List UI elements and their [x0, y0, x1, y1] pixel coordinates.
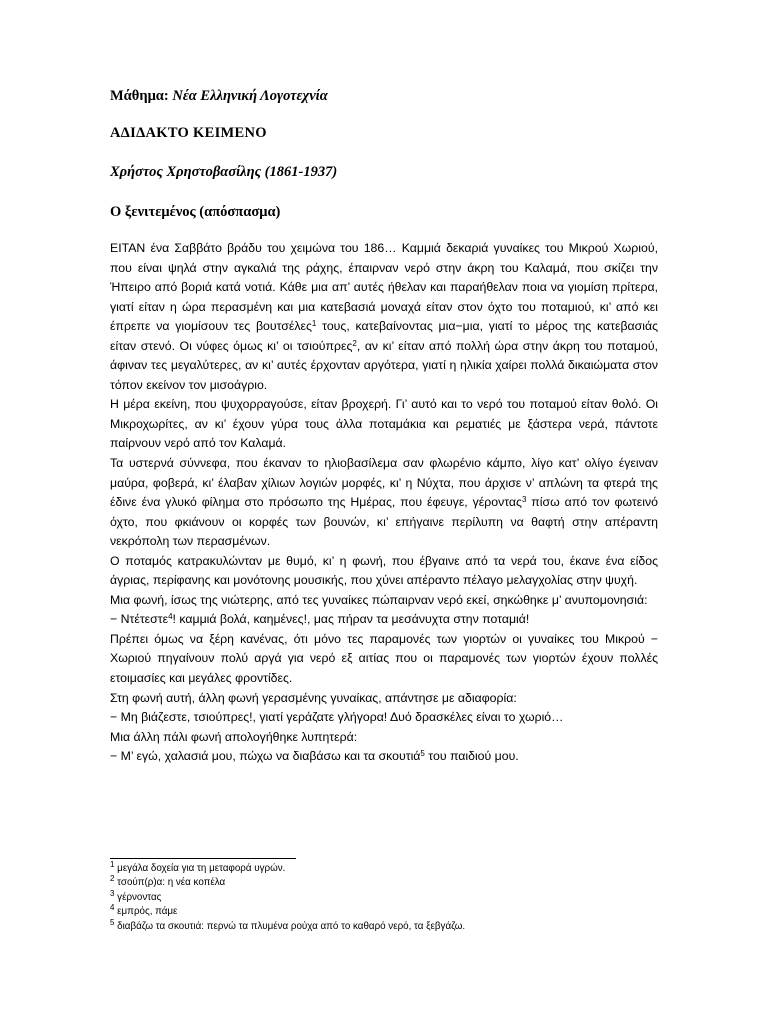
footnote-ref: 3 — [521, 495, 527, 505]
footnote-ref: 2 — [352, 338, 357, 348]
footnote-ref: 1 — [311, 319, 317, 329]
footnote-text: εμπρός, πάμε — [114, 906, 178, 918]
dialogue-line: − Μη βιάζεστε, τσιούπρες!, γιατί γεράζατε γλήγορα! Δυό δρασκέλες είναι το χωριό… — [110, 710, 564, 725]
footnote — [110, 905, 465, 919]
text-run: τους, κατεβαίνοντας μια−μια, γιατί το μέρος της κατεβασιάς είταν στενό. Οι νύφες όμως κι’ οι τσιούπρες — [110, 319, 659, 353]
text-run: ! καμμιά βολά, καημένες!, μας πήραν τα μεσάνυχτα στην ποταμιά! — [172, 612, 530, 627]
footnote-number: 5 — [110, 917, 115, 927]
paragraph: Μια άλλη πάλι φωνή απολογήθηκε λυπητερά: — [110, 729, 358, 744]
work-title: Ο ξενιτεμένος (απόσπασμα) — [110, 204, 281, 220]
text-type-heading: ΑΔΙΔΑΚΤΟ ΚΕΙΜΕΝΟ — [110, 125, 267, 141]
text-run: πίσω από τον φωτεινό όχτο, που φκιάνουν οι κορφές των βουνών, κι’ επήγαινε περίλυπη να θαφτή στην απέραντη νεκρόπολη των περασμένων. — [110, 495, 658, 549]
footnote-ref: 4 — [168, 612, 173, 622]
footnote — [110, 862, 465, 876]
paragraph: Η μέρα εκείνη, που ψυχορραγούσε, είταν βροχερή. Γι’ αυτό και το νερό του ποταμού είταν θολό. Οι Μικροχωρίτες, αν κι’ έχουν γύρα τους άλλα ποταμάκια και ρεματιές με ξάστερα νερά, πάντοτε παίρνουν νερό από τον Καλαμά. — [110, 397, 658, 451]
footnote-text: τσούπ(ρ)α: η νέα κοπέλα — [114, 877, 226, 889]
excerpt-body — [110, 239, 658, 767]
footnote-text: γέρνοντας — [114, 891, 162, 903]
subject-label: Μάθημα: — [110, 88, 169, 104]
footnotes — [110, 862, 465, 934]
text-run: ΕΙΤΑΝ ένα Σαββάτο βράδυ του χειμώνα του 186… Καμμιά δεκαριά γυναίκες του Μικρού Χωριού, που είναι ψηλά στην αγκαλιά της ράχης, έπαιρναν νερό στην άκρη του Καλαμά, που σκίζει την Ήπειρο από βοριά κατά νοτιά. Κάθε μια απ’ αυτές ήθελαν και παραήθελαν ποια να γιομίση πρίτερα, γιατί είταν η ώρα περασμένη και μια κατεβασιά μοναχά είταν στον όχτο του ποταμιού, κι’ από κει έπρεπε να γιομίσουν τες βουτσέλες — [110, 241, 658, 334]
text-run: − Μ’ εγώ, χαλασιά μου, πώχω να διαβάσω και τα σκουτιά — [110, 749, 421, 764]
subject-heading — [110, 88, 328, 105]
text-run: του παιδιού μου. — [424, 749, 519, 764]
footnote — [110, 876, 465, 890]
text-run: Τα υστερνά σύννεφα, που έκαναν το ηλιοβασίλεμα σαν φλωρένιο κάμπο, λίγο κατ’ ολίγο έγειναν μαύρα, φοβερά, κι’ έλαβαν χίλιων λογιών μορφές, κι’ η Νύχτα, που άρχισε ν’ απλώνη τα φτερά της έδινε ένα γλυκό φίλημα στο πρόσωπο της Ημέρας, που έφευγε, γέροντας — [110, 456, 658, 510]
paragraph: Στη φωνή αυτή, άλλη φωνή γερασμένης γυναίκας, απάντησε με αδιαφορία: — [110, 690, 517, 705]
dialogue-line — [110, 610, 658, 630]
paragraph — [110, 454, 658, 552]
footnote — [110, 888, 465, 905]
footnote-separator — [110, 858, 296, 859]
footnote-text: διαβάζω τα σκουτιά: περνώ τα πλυμένα ρούχα από το καθαρό νερό, τα ξεβγάζω. — [114, 920, 466, 932]
paragraph: Ο ποταμός κατρακυλώνταν με θυμό, κι’ η φωνή, που έβγαινε από τα νερά του, έκανε ένα είδος άγριας, περίφανης και μονότονης μουσικής, που χύνει απέραντο πέλαγο μελαγχολίας στην ψυχή. — [110, 553, 658, 588]
text-run: − Ντέτεστε — [110, 612, 169, 627]
footnote-number: 3 — [110, 888, 115, 898]
dialogue-line — [110, 747, 658, 767]
paragraph: Πρέπει όμως να ξέρη κανένας, ότι μόνο τες παραμονές των γιορτών οι γυναίκες του Μικρού − Χωριού πηγαίνουν πολύ αργά για νερό εξ αιτίας που οι παραμονές των γιορτών έχουν πολλές ετοιμασίες και μεγάλες φροντίδες. — [110, 631, 658, 686]
subject-value: Νέα Ελληνική Λογοτεχνία — [172, 88, 328, 104]
footnote-number: 4 — [110, 903, 115, 913]
footnote-number: 2 — [110, 874, 115, 884]
footnote-text: μεγάλα δοχεία για τη μεταφορά υγρών. — [114, 863, 286, 874]
author-heading: Χρήστος Χρηστοβασίλης (1861-1937) — [110, 164, 338, 180]
paragraph: Μια φωνή, ίσως της νιώτερης, από τες γυναίκες πώπαιρναν νερό εκεί, σηκώθηκε μ’ ανυπομονησιά: — [110, 592, 648, 607]
paragraph — [110, 239, 658, 395]
footnote-number: 1 — [110, 860, 115, 869]
text-run: , αν κι’ είταν από πολλή ώρα στην άκρη του ποταμού, άφιναν τες μεγαλύτερες, αν κι’ αυτές έρχονταν αργότερα, γιατί η ηλικία χαίρει πολλά δικαιώματα στον τόπον εκείνον τον μισοάγριο. — [110, 338, 658, 392]
footnote — [110, 917, 466, 934]
footnote-ref: 5 — [420, 749, 425, 759]
